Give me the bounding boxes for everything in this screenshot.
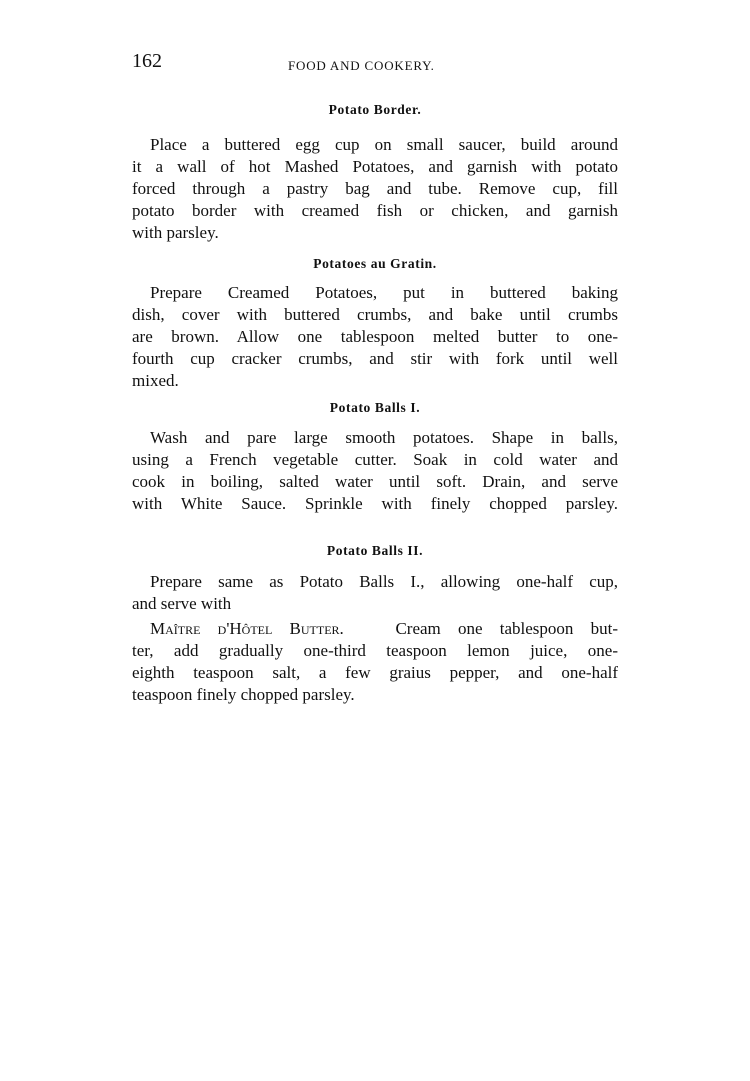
text-run: Cream one tablespoon but-	[395, 619, 618, 638]
text-line: and serve with	[132, 594, 232, 613]
text-line: fourth cup cracker crumbs, and stir with fork until well	[132, 349, 618, 368]
text-line: Prepare same as Potato Balls I., allowing one-half cup,	[150, 572, 618, 591]
text-line: ter, add gradually one-third teaspoon lemon juice, one-	[132, 641, 618, 660]
text-line: with White Sauce. Sprinkle with finely chopped parsley.	[132, 494, 618, 513]
text-line: dish, cover with buttered crumbs, and bake until crumbs	[132, 305, 618, 324]
text-line: teaspoon finely chopped parsley.	[132, 685, 355, 704]
text-line: forced through a pastry bag and tube. Remove cup, fill	[132, 179, 618, 198]
text-line: Place a buttered egg cup on small saucer, build around	[150, 135, 618, 154]
paragraph-maitre-d-hotel-butter	[132, 618, 618, 706]
text-line: potato border with creamed fish or chicken, and garnish	[132, 201, 618, 220]
paragraph-potato-border	[132, 134, 618, 244]
section-title-potato-balls-1: Potato Balls I.	[329, 400, 421, 415]
text-line: are brown. Allow one tablespoon melted butter to one-	[132, 327, 618, 346]
page-number: 162	[132, 50, 162, 72]
text-line: cook in boiling, salted water until soft. Drain, and serve	[132, 472, 618, 491]
paragraph-potatoes-au-gratin	[132, 282, 618, 392]
text-line: eighth teaspoon salt, a few graius pepper, and one-half	[132, 663, 618, 682]
text-line	[132, 618, 618, 640]
text-line: Prepare Creamed Potatoes, put in buttered baking	[150, 283, 618, 302]
text-line: with parsley.	[132, 223, 219, 242]
text-line: Wash and pare large smooth potatoes. Shape in balls,	[150, 428, 618, 447]
section-title-potato-border: Potato Border.	[328, 102, 422, 117]
section-title-potato-balls-2: Potato Balls II.	[326, 543, 424, 558]
text-line: mixed.	[132, 371, 179, 390]
paragraph-potato-balls-2	[132, 571, 618, 615]
text-line: using a French vegetable cutter. Soak in cold water and	[132, 450, 618, 469]
text-line: it a wall of hot Mashed Potatoes, and garnish with potato	[132, 157, 618, 176]
paragraph-potato-balls-1	[132, 427, 618, 515]
running-head: FOOD AND COOKERY.	[288, 58, 435, 73]
maitre-d-hotel-butter-title: Maître d'Hôtel Butter.	[150, 619, 344, 638]
section-title-potatoes-au-gratin: Potatoes au Gratin.	[313, 256, 437, 271]
